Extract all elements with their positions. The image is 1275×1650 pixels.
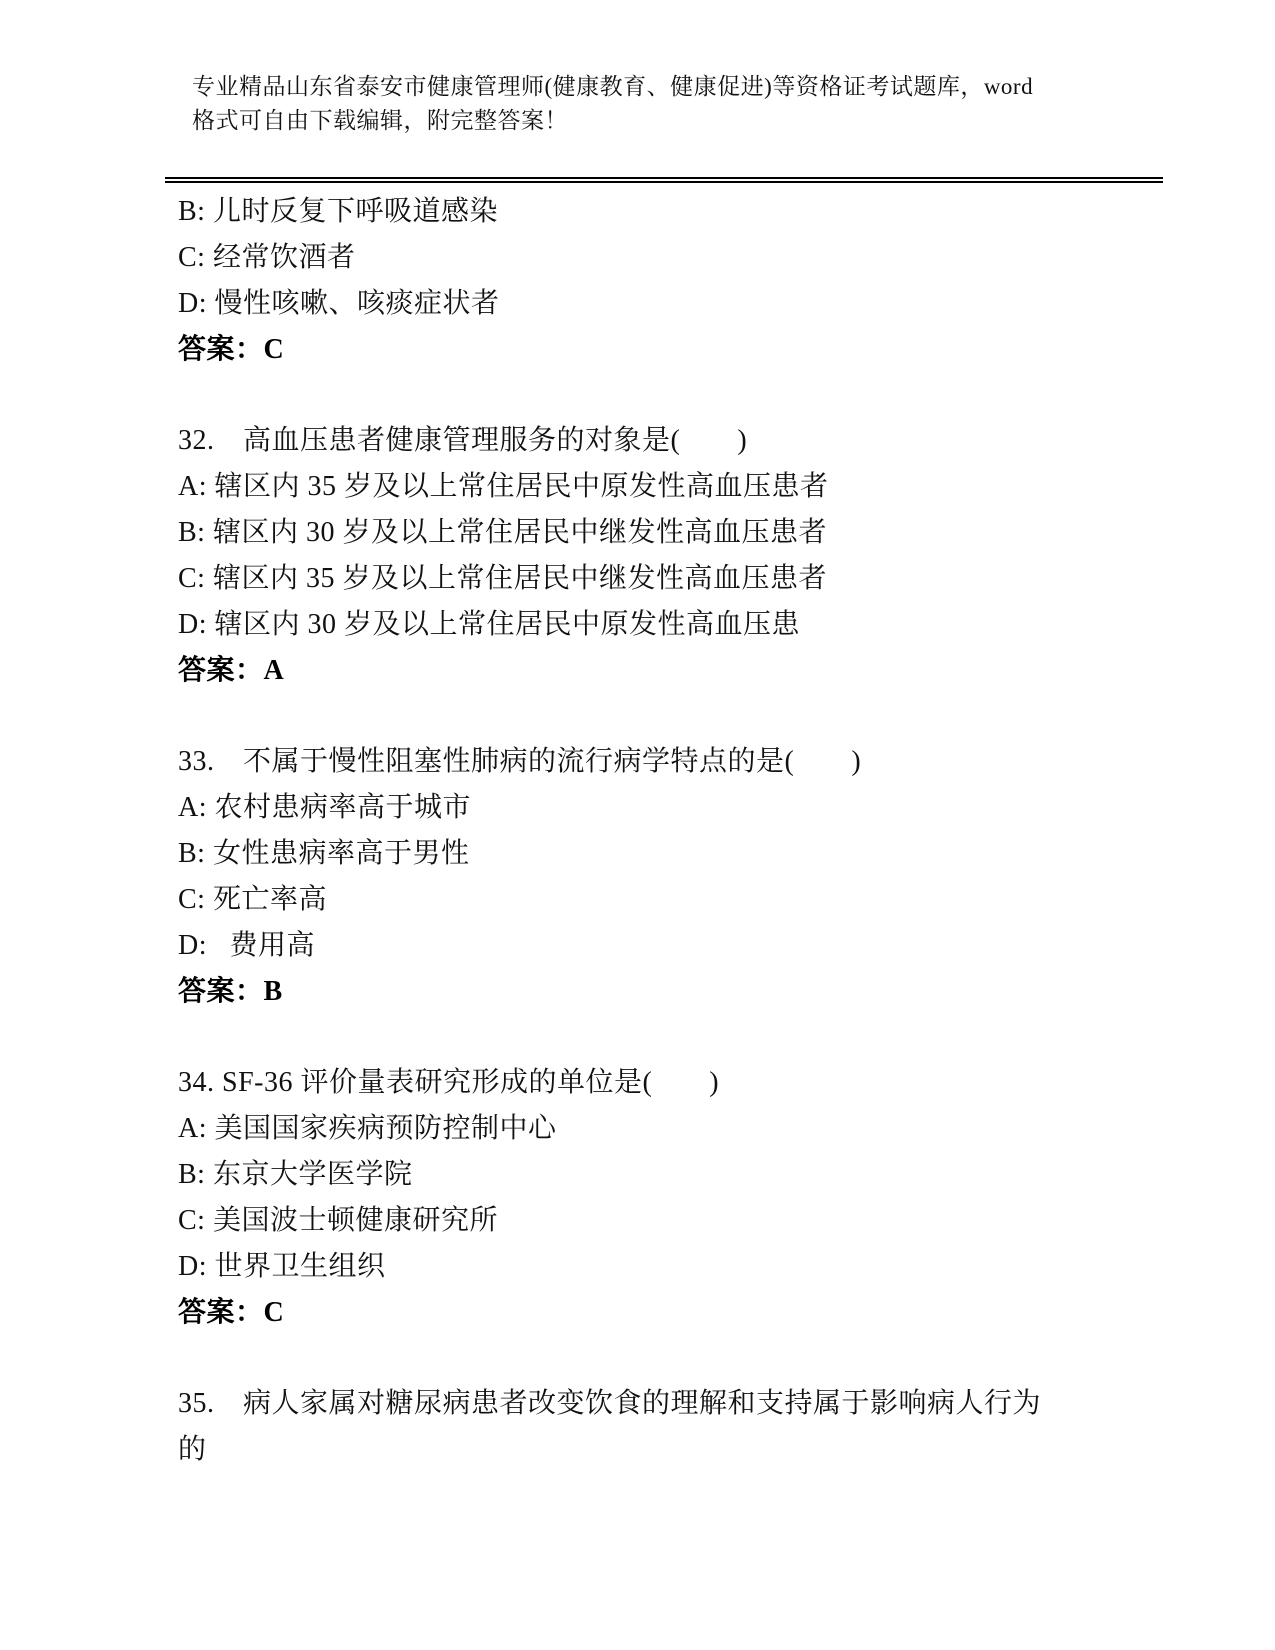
q33-option-a: A: 农村患病率高于城市: [178, 792, 472, 823]
q33-option-b: B: 女性患病率高于男性: [178, 838, 470, 869]
question-35-block: [178, 1381, 1143, 1473]
header-line-2: 格式可自由下载编辑，附完整答案！: [192, 108, 568, 133]
q34-option-c: C: 美国波士顿健康研究所: [178, 1205, 498, 1236]
q32-option-d: D: 辖区内 30 岁及以上常住居民中原发性高血压患: [178, 609, 801, 640]
q31-option-b: B: 儿时反复下呼吸道感染: [178, 196, 498, 227]
q32-answer: 答案：A: [178, 655, 285, 686]
q35-text: 35. 病人家属对糖尿病患者改变饮食的理解和支持属于影响病人行为: [178, 1388, 1042, 1419]
q31-option-d: D: 慢性咳嗽、咳痰症状者: [178, 288, 500, 319]
q34-text: 34. SF-36 评价量表研究形成的单位是( ): [178, 1067, 720, 1098]
page-header: [192, 70, 1112, 138]
q34-option-b: B: 东京大学医学院: [178, 1159, 413, 1190]
q34-option-a: A: 美国国家疾病预防控制中心: [178, 1113, 557, 1144]
q32-option-c: C: 辖区内 35 岁及以上常住居民中继发性高血压患者: [178, 563, 827, 594]
header-line-1: 专业精品山东省泰安市健康管理师(健康教育、健康促进)等资格证考试题库，word: [192, 74, 1034, 99]
q32-option-b: B: 辖区内 30 岁及以上常住居民中继发性高血压患者: [178, 517, 827, 548]
q35-text-continuation: 的: [178, 1434, 207, 1465]
question-33-block: [178, 739, 1143, 1015]
q33-text: 33. 不属于慢性阻塞性肺病的流行病学特点的是( ): [178, 746, 862, 777]
question-31-tail-block: [178, 189, 1143, 373]
document-body: [178, 189, 1143, 1473]
q33-option-d: D: 费用高: [178, 930, 316, 961]
question-32-block: [178, 418, 1143, 694]
q31-option-c: C: 经常饮酒者: [178, 242, 356, 273]
q33-answer: 答案：B: [178, 976, 283, 1007]
question-34-block: [178, 1060, 1143, 1336]
q33-option-c: C: 死亡率高: [178, 884, 327, 915]
q34-answer: 答案：C: [178, 1297, 285, 1328]
header-divider-rule: [165, 177, 1163, 183]
q32-option-a: A: 辖区内 35 岁及以上常住居民中原发性高血压患者: [178, 471, 829, 502]
q31-answer: 答案：C: [178, 334, 285, 365]
q32-text: 32. 高血压患者健康管理服务的对象是( ): [178, 425, 748, 456]
q34-option-d: D: 世界卫生组织: [178, 1251, 386, 1282]
